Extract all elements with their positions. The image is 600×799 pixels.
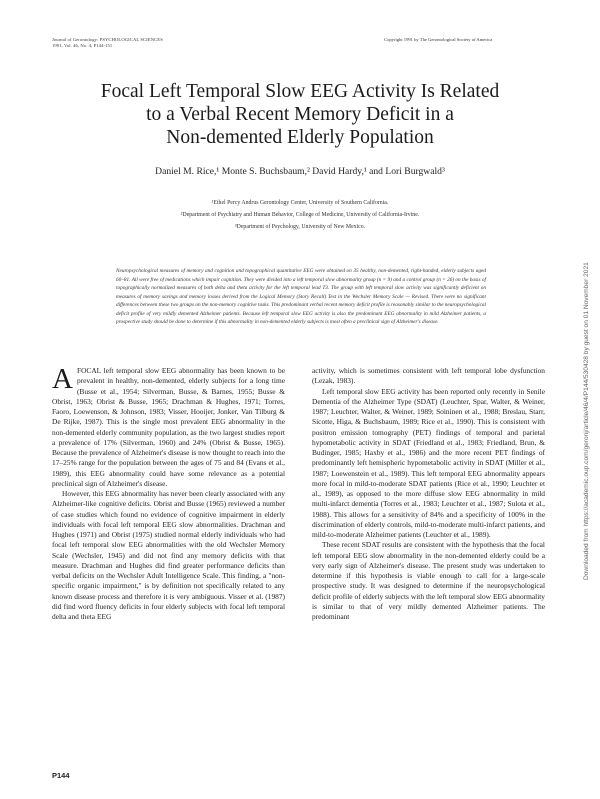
download-watermark bbox=[583, 200, 593, 580]
body-paragraph bbox=[52, 363, 285, 489]
journal-volume: 1991, Vol. 46, No. 4, P144-151 bbox=[52, 43, 113, 48]
affiliation: ¹Ethel Percy Andrus Gerontology Center, University of Southern California. bbox=[211, 200, 389, 206]
affiliation: ³Department of Psychology, University of New Mexico. bbox=[234, 224, 366, 230]
affiliations bbox=[40, 197, 560, 233]
title-line: Focal Left Temporal Slow EEG Activity Is Related bbox=[100, 81, 500, 102]
drop-cap: A bbox=[52, 363, 73, 395]
journal-header bbox=[52, 37, 163, 49]
body-column-left bbox=[52, 363, 285, 622]
abstract: Neuropsychological measures of memory and cognition and topographical quantitative EEG were obtained on 35 healthy, non-demented, right-handed, elderly subjects aged 60–81. All were free of medications which impair cognition. They were divided into a left temporal slow abnormality group (n = 9) and a control group (n = 26) on the basis of topographically normalized measures of both delta and theta activity for the left temporal lead T3. The group with left temporal slow activity was significantly deficient on measures of memory savings and memory losses derived from the Logical Memory (Story Recall) Test in the Wechsler Memory Scale — Revised. There were no significant differences between these two groups on the non-memory cognitive tasks. This predominant verbal recent memory deficit profile is reasonably similar to the neuropsychological deficit profile of very mildly demented Alzheimer patients. Because left temporal slow EEG activity is also the predominant EEG abnormality in mild Alzheimer patients, a prospective study should be done to determine if this abnormality in non-demented elderly subjects is most often a preclinical sign of Alzheimer's disease. bbox=[116, 268, 487, 325]
title-line: Non-demented Elderly Population bbox=[166, 127, 434, 148]
watermark-text: Downloaded from https://academic.oup.com/geronj/article/46/4/P144/530428 by guest on 01 November 2021 bbox=[583, 262, 590, 580]
journal-name: Journal of Gerontology: PSYCHOLOGICAL SCIENCES bbox=[52, 37, 163, 42]
body-paragraph: However, this EEG abnormality has never been clearly associated with any Alzheimer-like cognitive deficits. Obrist and Busse (1965) reviewed a number of case studies which found no evidence of cognitive impairment in elderly individuals with focal left temporal EEG slow abnormalities. Drachman and Hughes (1971) and Obrist (1975) studied normal elderly individuals who had focal left temporal slow EEG abnormalities with the old Wechsler Memory Scale (Wechsler, 1945) and did not find any memory deficits with that measure. Drachman and Hughes did find greater performance deficits than verbal deficits on the Wechsler Adult Intelligence Scale. This finding, a "non-specific organic impairment," is by definition not specifically related to any known disease process and therefore it is very ambiguous. Visser et al. (1987) did find word fluency deficits in four elderly subjects with focal left temporal delta and theta EEG bbox=[52, 489, 285, 621]
affiliation: ²Department of Psychiatry and Human Behavior, College of Medicine, University of California-Irvine. bbox=[180, 212, 420, 218]
title-line: to a Verbal Recent Memory Deficit in a bbox=[146, 104, 454, 125]
body-paragraph: Left temporal slow EEG activity has been reported only recently in Senile Dementia of the Alzheimer Type (SDAT) (Leuchter, Spar, Walter, & Weiner, 1987; Leuchter, Walter, & Weiner, 1989; Soininen et al., 1988; Breslau, Starr, Sicotte, Higa, & Buchsbaum, 1989; Rice et al., 1990). This is consistent with positron emission tomography (PET) findings of temporal and parietal hypometabolic activity in SDAT (Friedland et al., 1983; Friedland, Brun, & Budinger, 1985; Haxby et al., 1986) and the more recent PET findings of predominantly left hemispheric hypometabolic activity in SDAT (Miller et al., 1987; Loewenstein et al., 1989). This left temporal EEG abnormality appears more focal in mild-to-moderate SDAT patients (Rice et al., 1990; Leuchter et al., 1989), as opposed to the more diffuse slow EEG abnormality in mild multi-infarct dementia (Torres et al., 1983; Leuchter et al., 1987; Sulota et al., 1988). This allows for a sensitivity of 84% and a specificity of 100% in the discrimination of elderly controls, mild-to-moderate multi-infarct patients, and mild-to-moderate Alzheimer patients (Leuchter et al., 1989). bbox=[312, 386, 545, 539]
copyright-notice: Copyright 1991 by The Gerontological Society of America bbox=[384, 37, 493, 42]
body-paragraph: activity, which is sometimes consistent with left temporal lobe dysfunction (Lezak, 1983). bbox=[312, 366, 545, 386]
article-title bbox=[40, 80, 560, 149]
body-paragraph: These recent SDAT results are consistent with the hypothesis that the focal left temporal EEG slow abnormality in the non-demented elderly could be a very early sign of Alzheimer's disease. The present study was undertaken to determine if this hypothesis is viable enough to call for a large-scale prospective study. It was designed to determine if the neuropsychological deficit profile of elderly subjects with the left temporal slow EEG abnormality is similar to that of very mildly demented Alzheimer patients. The predominant bbox=[312, 540, 545, 621]
author-list: Daniel M. Rice,¹ Monte S. Buchsbaum,² David Hardy,¹ and Lori Burgwald³ bbox=[155, 166, 445, 177]
paragraph-text: FOCAL left temporal slow EEG abnormality has been known to be prevalent in healthy, non-demented, elderly subjects for a long time (Busse et al., 1954; Silverman, Busse, & Barnes, 1955; Busse & Obrist, 1963; Obrist & Busse, 1965; Drachman & Hughes, 1971; Torres, Faoro, Loewenson, & Johnson, 1983; Visser, Hooijer, Jonker, Van Tilburg & De Rijke, 1987). This is the single most prevalent EEG abnormality in the non-demented elderly community population, as the two largest studies report a prevalence of 17% (Silverman, 1960) and 24% (Obrist & Busse, 1965). Because the prevalence of Alzheimer's disease is now thought to reach into the 17–25% range for the population between the ages of 75 and 84 (Evans et al., 1989), this EEG abnormality could have some relevance as a potential preclinical sign of Alzheimer's disease. bbox=[52, 366, 285, 488]
body-column-right bbox=[312, 366, 545, 622]
page-number: P144 bbox=[52, 771, 70, 780]
